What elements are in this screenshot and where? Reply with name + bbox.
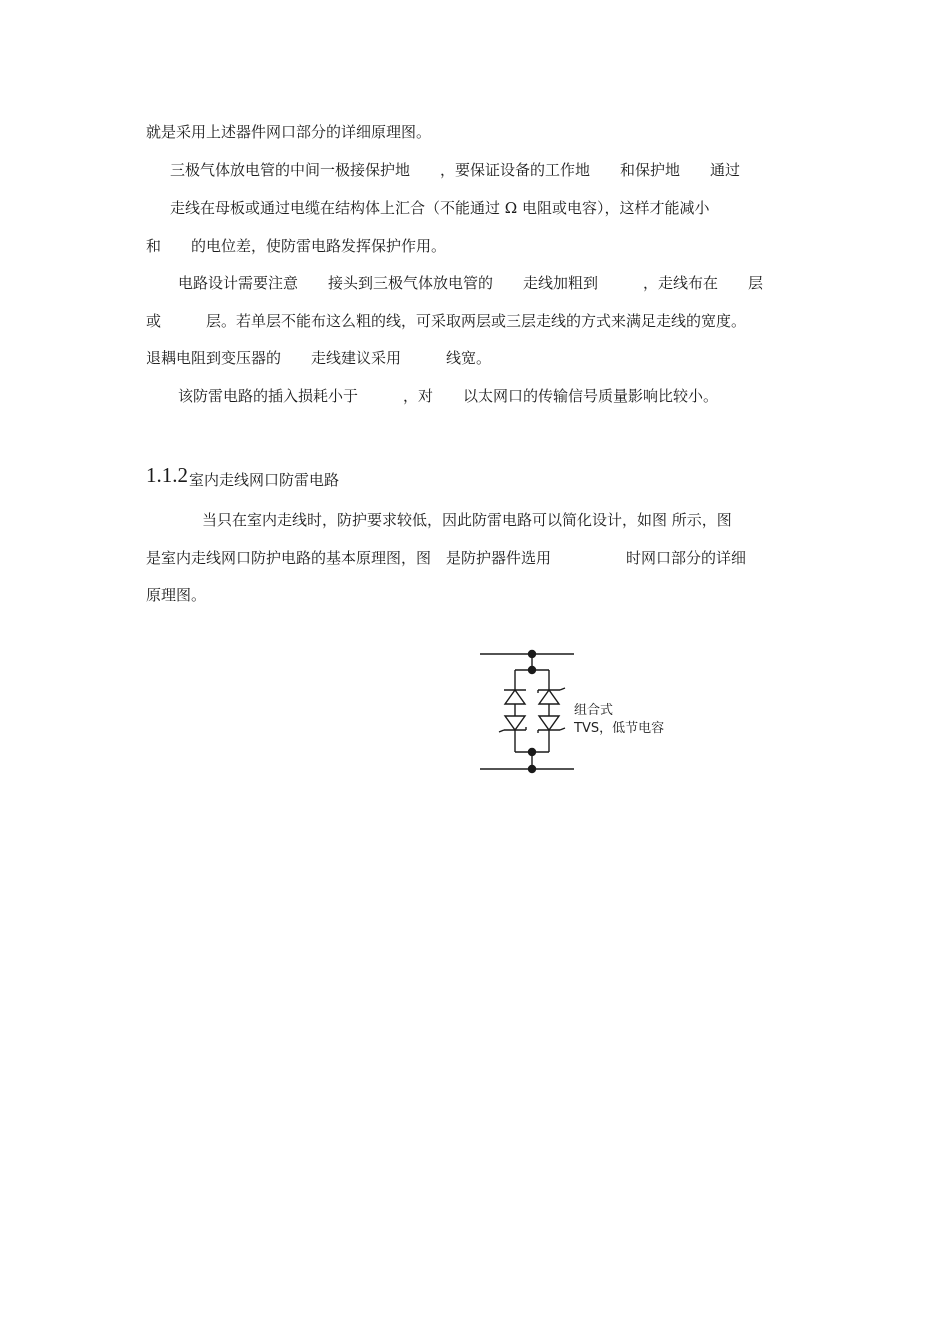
paragraph-line: 当只在室内走线时，防护要求较低，因此防雷电路可以简化设计，如图 所示，图 [202, 511, 732, 529]
paragraph-line: 三极气体放电管的中间一极接保护地 ，要保证设备的工作地 和保护地 通过 [170, 161, 741, 179]
figure-caption-line1: 组合式 [574, 703, 614, 718]
paragraph-line: 就是采用上述器件网口部分的详细原理图。 [146, 123, 432, 141]
paragraph-line: 是室内走线网口防护电路的基本原理图，图 是防护器件选用 时网口部分的详细 [146, 549, 747, 567]
section-title: 室内走线网口防雷电路 [189, 471, 340, 489]
section-number: 1.1.2 [146, 463, 188, 487]
tvs-diode-right [538, 688, 565, 733]
paragraph-line: 原理图。 [146, 586, 207, 604]
junction-dot [528, 650, 536, 658]
paragraph-line: 电路设计需要注意 接头到三极气体放电管的 走线加粗到 ，走线布在 层 [178, 274, 764, 292]
paragraph-line: 和 的电位差，使防雷电路发挥保护作用。 [146, 237, 447, 255]
paragraph-line: 退耦电阻到变压器的 走线建议采用 线宽。 [146, 349, 492, 367]
paragraph-line: 走线在母板或通过电缆在结构体上汇合（不能通过 Ω 电阻或电容），这样才能减小 [170, 199, 710, 217]
tvs-circuit-figure [470, 640, 710, 780]
paragraph-line: 或 层。若单层不能布这么粗的线，可采取两层或三层走线的方式来满足走线的宽度。 [146, 312, 747, 330]
junction-dot [528, 748, 536, 756]
junction-dot [528, 765, 536, 773]
tvs-diode-left [499, 690, 526, 732]
figure-caption-line2: TVS，低节电容 [574, 721, 665, 736]
paragraph-line: 该防雷电路的插入损耗小于 ，对 以太网口的传输信号质量影响比较小。 [178, 387, 719, 405]
junction-dot [528, 666, 536, 674]
